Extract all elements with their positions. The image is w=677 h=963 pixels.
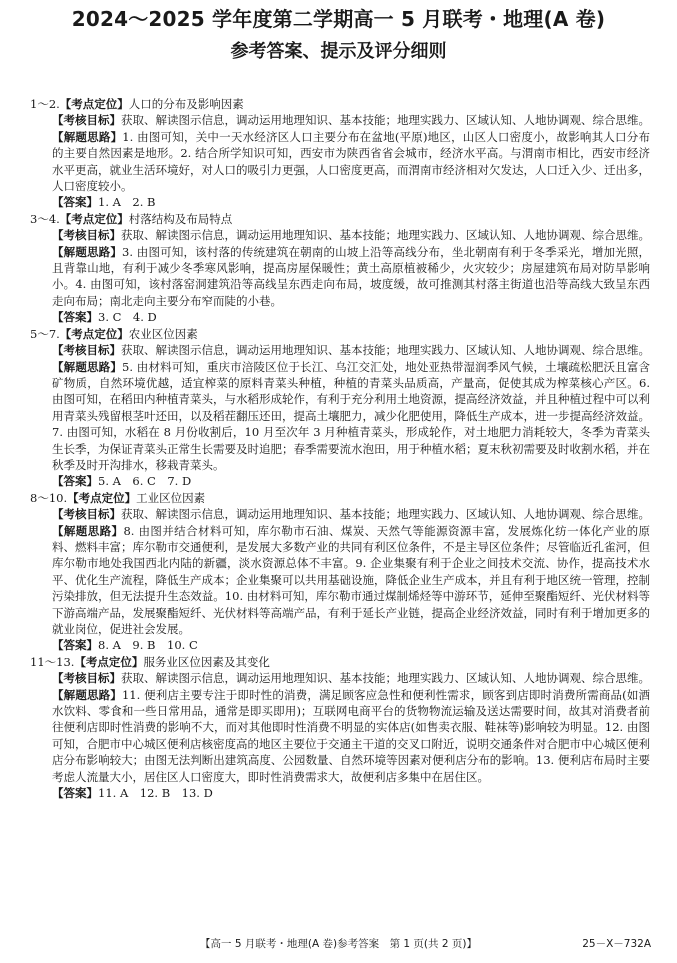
idea-tag: 【解题思路】 [52, 129, 123, 144]
answer-section-8-10 [30, 490, 650, 654]
answer-section-1-2 [30, 96, 650, 211]
goal-text: 获取、解读图示信息，调动运用地理知识、基本技能；地理实践力、区域认知、人地协调观、综合思维。 [121, 671, 650, 686]
answer-paragraph [30, 473, 650, 489]
page-subtitle: 参考答案、提示及评分细则 [230, 41, 447, 62]
answer-tag: 【答案】 [52, 786, 98, 801]
question-range: 1～2. [30, 97, 60, 111]
idea-paragraph [30, 244, 650, 310]
goal-paragraph [30, 112, 650, 128]
idea-text: 1. 由图可知，关中一天水经济区人口主要分布在盆地(平原)地区，山区人口密度小，故影响其人口分布的主要自然因素是地形。2. 结合所学知识可知，西安市为陕西省省会城市，经济水平高。与渭南市相比，西安市经济水平更高，就业生活环境好，对人口的吸引力更强，人口密度更高，而渭南市经济相对欠发达，人口迁入少、迁出多，人口密度较小。 [52, 129, 650, 194]
answer-section-3-4 [30, 211, 650, 326]
page-title: 2024～2025 学年度第二学期高一 5 月联考・地理(A 卷) [71, 7, 606, 31]
answer-section-5-7 [30, 326, 650, 490]
section-heading [30, 211, 650, 227]
kp-tag: 【考点定位】 [59, 326, 129, 341]
answer-text: 1. A 2. B [98, 195, 156, 210]
kp-text: 人口的分布及影响因素 [128, 97, 244, 111]
answer-paragraph [30, 309, 650, 325]
goal-text: 获取、解读图示信息，调动运用地理知识、基本技能；地理实践力、区域认知、人地协调观、综合思维。 [121, 507, 650, 522]
question-range: 3～4. [30, 211, 60, 226]
kp-tag: 【考点定位】 [74, 654, 144, 669]
answer-tag: 【答案】 [52, 310, 98, 325]
idea-paragraph [30, 687, 650, 785]
answer-text: 11. A 12. B 13. D [98, 786, 213, 801]
answer-paragraph [30, 785, 650, 801]
idea-tag: 【解题思路】 [52, 359, 123, 374]
answer-section-11-13 [30, 654, 650, 802]
goal-paragraph [30, 227, 650, 243]
answer-paragraph [30, 637, 650, 653]
footer-page-info: 【高一 5 月联考・地理(A 卷)参考答案 第 1 页(共 2 页)】 [200, 938, 477, 950]
answer-paragraph [30, 194, 650, 210]
goal-tag: 【考核目标】 [52, 113, 121, 128]
idea-text: 11. 便利店主要专注于即时性的消费，满足顾客应急性和便利性需求，顾客到店即时消费所需商品(如酒水饮料、零食和一些日常用品，通常是即买即用)；互联网电商平台的货物物流运输及送达需要时间，故其对消费者前往便利店即时性消费的影响不大，而对其他即时性消费不明显的实体店(如售卖衣服、鞋袜等)影响较为明显。12. 由图可知，合肥市中心城区便利店核密度高的地区主要位于交通主干道的交叉口附近，说明交通条件对合肥市中心城区便利店分布影响较大；由图无法判断出建筑高度、公园数量、自然环境等因素对便利店分布的影响。13. 便利店布局时主要考虑人流量大小，居住区人口密度大，即时性消费需求大，故便利店多集中在居住区。 [52, 687, 650, 784]
goal-text: 获取、解读图示信息，调动运用地理知识、基本技能；地理实践力、区域认知、人地协调观、综合思维。 [121, 343, 650, 358]
section-heading [30, 326, 650, 342]
idea-tag: 【解题思路】 [52, 244, 123, 259]
goal-text: 获取、解读图示信息，调动运用地理知识、基本技能；地理实践力、区域认知、人地协调观、综合思维。 [121, 113, 650, 128]
kp-text: 服务业区位因素及其变化 [143, 654, 270, 669]
question-range: 8～10. [30, 490, 68, 505]
section-heading [30, 654, 650, 670]
answer-text: 3. C 4. D [98, 310, 157, 325]
goal-paragraph [30, 342, 650, 358]
idea-tag: 【解题思路】 [52, 687, 122, 702]
goal-tag: 【考核目标】 [52, 228, 121, 243]
idea-text: 8. 由图并结合材料可知，库尔勒市石油、煤炭、天然气等能源资源丰富，发展炼化纺一体化产业的原料、燃料丰富；库尔勒市交通便利，是发展大多数产业的共同有利区位条件，不是主导区位条件；尽管临近孔雀河，但库尔勒市地处我国西北内陆的新疆，淡水资源总体不丰富。9. 企业集聚有利于企业之间技术交流、协作，提高技术水平、优化生产流程，降低生产成本；企业集聚可以共用基础设施，降低企业生产成本，并且有利于地区统一管理，控制污染排放，但无法提升生态效益。10. 由材料可知，库尔勒市通过煤制烯烃等中游环节，延伸至聚酯短纤、光伏材料等下游高端产品，发展聚酯短纤、光伏材料等高端产品，有利于延长产业链，提高企业经济效益，同时有利于增加更多的就业岗位，促进社会发展。 [52, 523, 651, 636]
footer-code: 25－X－732A [582, 938, 651, 950]
kp-tag: 【考点定位】 [59, 211, 129, 226]
page-footer [0, 936, 677, 956]
idea-paragraph [30, 523, 650, 638]
kp-text: 农业区位因素 [128, 326, 198, 341]
kp-text: 村落结构及布局特点 [128, 211, 233, 226]
answer-text: 8. A 9. B 10. C [98, 638, 198, 653]
idea-paragraph [30, 129, 650, 195]
kp-text: 工业区位因素 [136, 490, 206, 505]
question-range: 5～7. [30, 326, 60, 341]
question-range: 11～13. [30, 654, 75, 669]
answer-text: 5. A 6. C 7. D [98, 474, 192, 489]
goal-tag: 【考核目标】 [52, 507, 121, 522]
idea-tag: 【解题思路】 [52, 523, 124, 538]
goal-text: 获取、解读图示信息，调动运用地理知识、基本技能；地理实践力、区域认知、人地协调观、综合思维。 [121, 228, 650, 243]
goal-paragraph [30, 670, 650, 686]
idea-text: 5. 由材料可知，重庆市涪陵区位于长江、乌江交汇处，地处亚热带湿润季风气候，土壤疏松肥沃且富含矿物质，自然环境优越，适宜榨菜的原料青菜头种植，种植的青菜头品质高，产量高，促使其成为榨菜核心产区。6. 由图可知，在稻田内种植青菜头，与水稻形成轮作，有利于充分利用土地资源，提高经济效益，并且种植过程中可以利用青菜头残留根茎叶还田，以及稻茬翻压还田，提高土壤肥力，减少化肥使用，降低生产成本，进一步提高经济效益。7. 由图可知，水稻在 8 月份收割后，10 月至次年 3 月种植青菜头，形成轮作，对土地肥力消耗较大，冬季为青菜头生长季，为保证青菜头正常生长需要及时追肥；春季需要流水泡田，用于种植水稻；夏末秋初需要及时收割水稻，并在秋季及时开沟排水，移栽青菜头。 [52, 359, 651, 472]
section-heading [30, 96, 650, 112]
goal-tag: 【考核目标】 [52, 343, 121, 358]
answer-tag: 【答案】 [52, 195, 98, 210]
answer-content [30, 96, 650, 801]
section-heading [30, 490, 650, 506]
idea-paragraph [30, 359, 650, 474]
answer-tag: 【答案】 [52, 474, 98, 489]
goal-paragraph [30, 506, 650, 522]
answer-tag: 【答案】 [52, 638, 98, 653]
idea-text: 3. 由图可知，该村落的传统建筑在朝南的山坡上沿等高线分布，坐北朝南有利于冬季采光，增加光照，且背靠山地，有利于减少冬季寒风影响，提高房屋保暖性；黄土高原植被稀少，火灾较少；房屋建筑布局对防旱影响小。4. 由图可知，该村落窑洞建筑沿等高线呈东西走向布局，坡度缓，故可推测其村落主街道也沿等高线大致呈东西走向布局；南北走向主要分布窄而陡的小巷。 [52, 244, 651, 308]
kp-tag: 【考点定位】 [59, 97, 129, 111]
goal-tag: 【考核目标】 [52, 671, 121, 686]
kp-tag: 【考点定位】 [67, 490, 137, 505]
